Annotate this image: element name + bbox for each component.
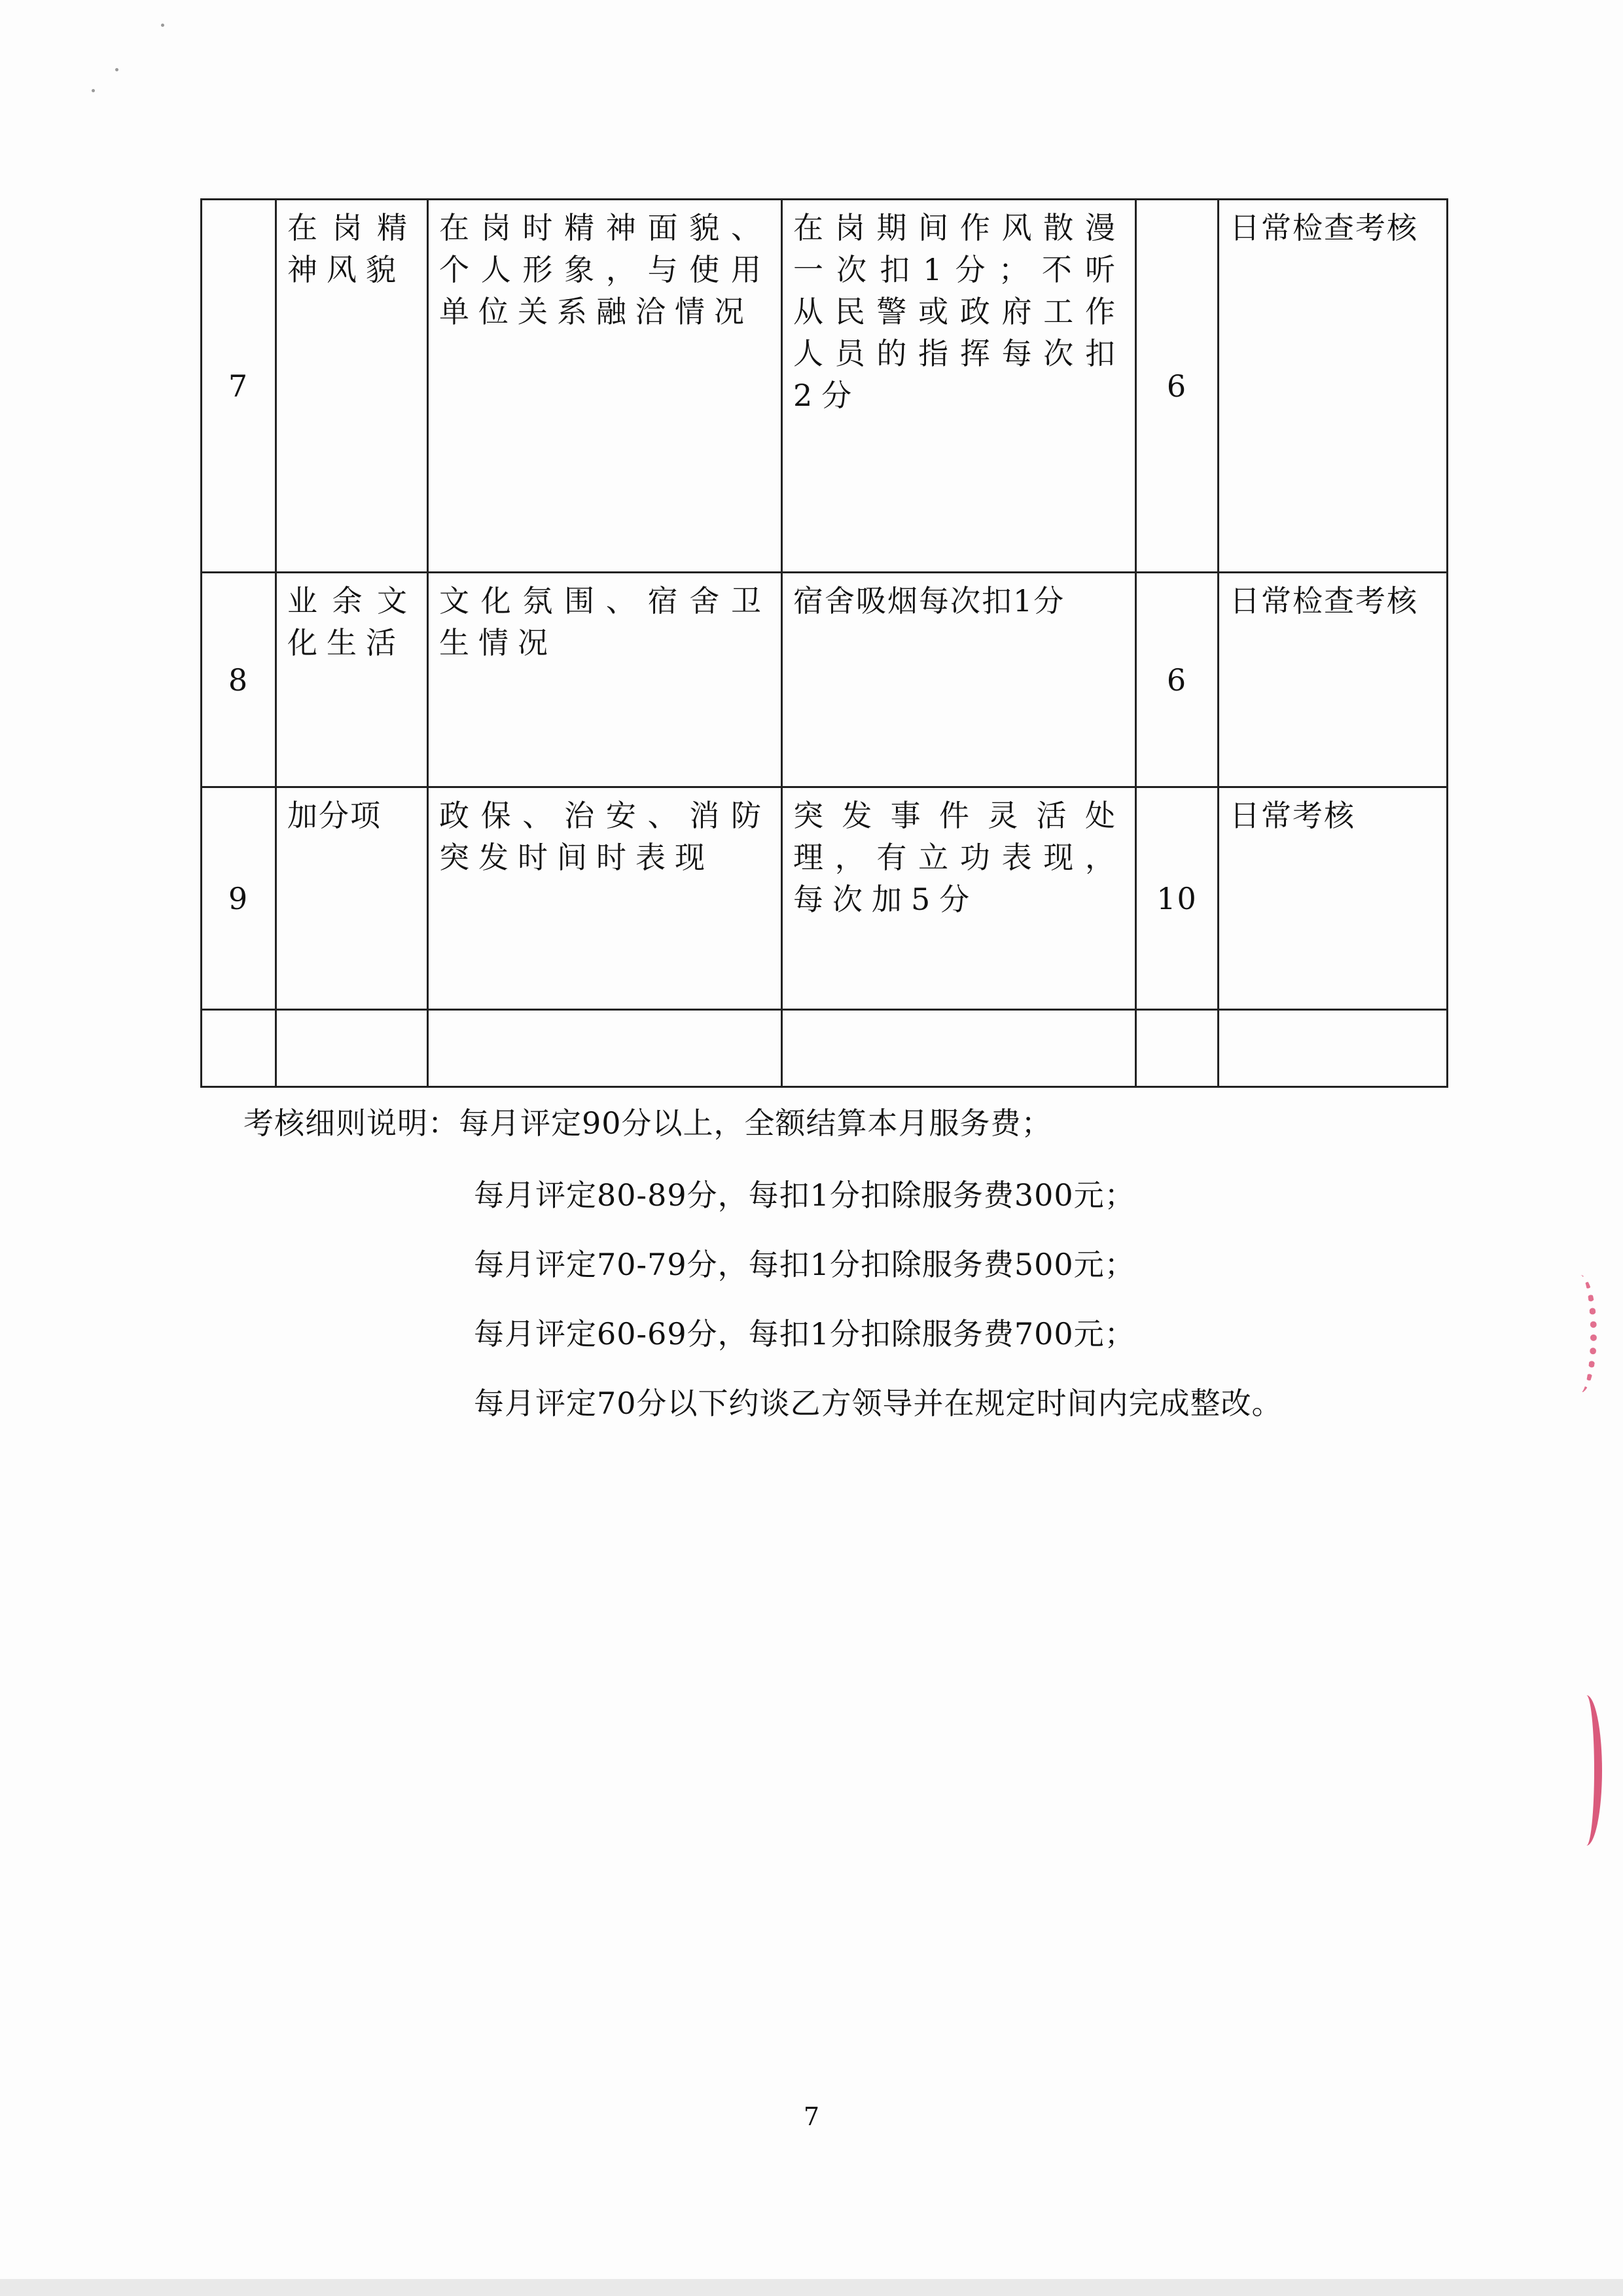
assessment-item: 业余文化生活 <box>276 573 428 787</box>
note-line: 每月评定60-69分，每扣1分扣除服务费700元； <box>474 1316 1135 1352</box>
note-line: 每月评定70分以下约谈乙方领导并在规定时间内完成整改。 <box>474 1386 1283 1421</box>
assessment-method: 日常考核 <box>1219 787 1448 1010</box>
row-number: 9 <box>202 787 276 1010</box>
scan-speck <box>161 24 164 27</box>
assessment-method: 日常检查考核 <box>1219 200 1448 573</box>
notes-heading: 考核细则说明：每月评定90分以上，全额结算本月服务费； <box>243 1105 1052 1141</box>
assessment-content <box>428 1010 782 1087</box>
assessment-item: 加分项 <box>276 787 428 1010</box>
table-row <box>202 573 1448 787</box>
assessment-item: 在岗精神风貌 <box>276 200 428 573</box>
page-number: 7 <box>803 2102 820 2131</box>
score-value <box>1136 1010 1219 1087</box>
scan-speck <box>92 89 95 92</box>
seal-fragment-stamp <box>1571 1695 1602 1846</box>
score-value: 6 <box>1136 573 1219 787</box>
note-line: 每月评定80-89分，每扣1分扣除服务费300元； <box>474 1177 1135 1213</box>
assessment-content: 在岗时精神面貌、个人形象，与使用单位关系融洽情况 <box>428 200 782 573</box>
table-row <box>202 1010 1448 1087</box>
assessment-item <box>276 1010 428 1087</box>
table-row <box>202 787 1448 1010</box>
note-line: 每月评定70-79分，每扣1分扣除服务费500元； <box>474 1247 1135 1282</box>
score-value: 10 <box>1136 787 1219 1010</box>
assessment-table <box>200 198 1448 1088</box>
scan-speck <box>115 68 118 71</box>
scan-edge-shadow <box>0 2279 1623 2296</box>
row-number <box>202 1010 276 1087</box>
table-row <box>202 200 1448 573</box>
scoring-rule: 在岗期间作风散漫一次扣1分；不听从民警或政府工作人员的指挥每次扣2分 <box>782 200 1136 573</box>
row-number: 8 <box>202 573 276 787</box>
assessment-method: 日常检查考核 <box>1219 573 1448 787</box>
assessment-content: 文化氛围、宿舍卫生情况 <box>428 573 782 787</box>
seal-fragment-stamp <box>1564 1275 1597 1393</box>
assessment-method <box>1219 1010 1448 1087</box>
scoring-rule: 突发事件灵活处理，有立功表现，每次加5分 <box>782 787 1136 1010</box>
scoring-rule <box>782 1010 1136 1087</box>
assessment-content: 政保、治安、消防突发时间时表现 <box>428 787 782 1010</box>
scoring-rule: 宿舍吸烟每次扣1分 <box>782 573 1136 787</box>
score-value: 6 <box>1136 200 1219 573</box>
row-number: 7 <box>202 200 276 573</box>
